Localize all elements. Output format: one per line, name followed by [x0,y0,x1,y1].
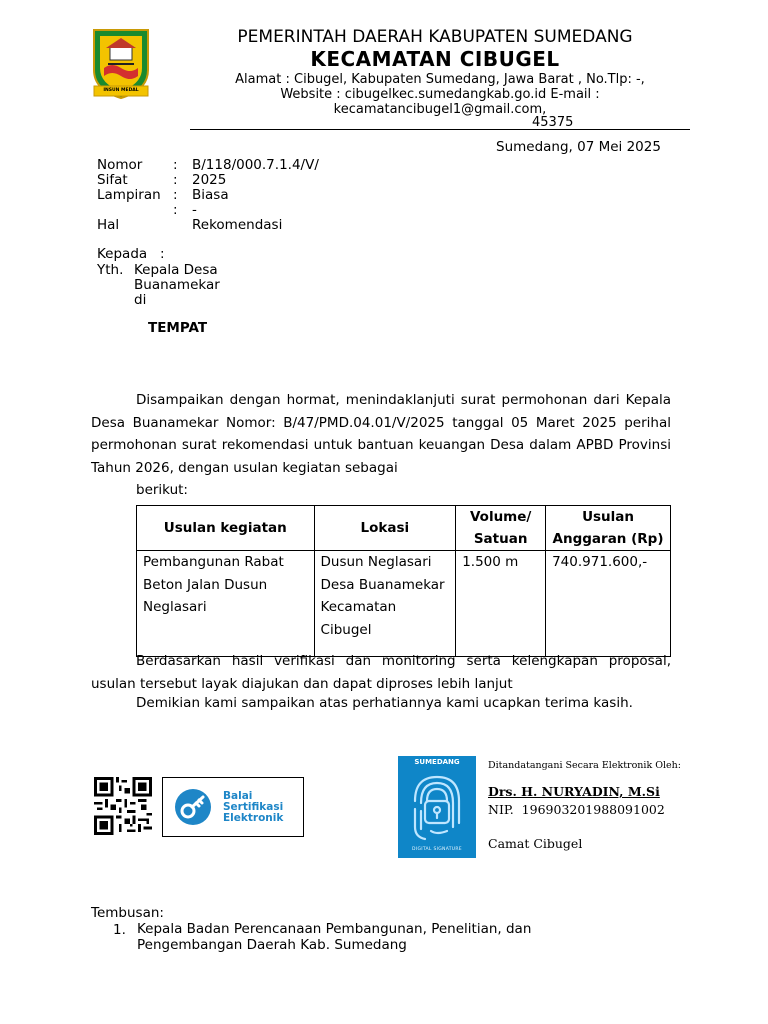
badge-top-text: SUMEDANG [414,758,460,766]
nomor-label: Nomor [97,157,143,173]
bsre-line-2: Sertifikasi [223,801,284,813]
sifat-label: Sifat [97,172,128,188]
lampiran-value: - [192,202,197,218]
tembusan-heading: Tembusan: [91,905,164,921]
hal-value: Rekomendasi [192,217,283,233]
nomor-value: B/118/000.7.1.4/V/ [192,157,319,173]
sifat-colon: : [173,172,178,188]
hal-colon: : [173,202,178,218]
table-cell-lokasi: Dusun Neglasari Desa Buanamekar Kecamatan Cibugel [314,551,456,657]
body-paragraph-2: Berdasarkan hasil verifikasi dan monitoring serta kelengkapan proposal, usulan tersebut layak diajukan dan dapat diproses lebih lanjut [91,653,671,692]
header-email: kecamatancibugel1@gmail.com, [333,102,547,117]
badge-bottom-text: DIGITAL SIGNATURE [412,847,462,852]
table-header-cell: Volume/ Satuan [456,506,546,551]
body-paragraph-1-text: Disampaikan dengan hormat, menindaklanjuti surat permohonan dari Kepala Desa Buanamekar Nomor: B/47/PMD.04.01/V/2025 tanggal 05 Maret 2025 perihal permohonan surat rekomendasi untuk bantuan keuangan Desa dalam APBD Provinsi Tahun 2026, dengan usulan kegiatan sebagai [91,392,671,476]
digital-signature-badge [398,756,476,858]
recipient-address [134,263,234,308]
signature-caption: Ditandatangani Secara Elektronik Oleh: [488,760,681,771]
fingerprint-lock-icon [407,771,467,843]
header-kecamatan: KECAMATAN CIBUGEL [310,47,560,71]
letter-date: Sumedang, 07 Mei 2025 [496,139,661,155]
table-cell-anggaran: 740.971.600,- [546,551,671,657]
nomor-year: 2025 [192,172,227,188]
bsre-line-1: Balai [223,790,253,802]
body-paragraph-3: Demikian kami sampaikan atas perhatiannya kami ucapkan terima kasih. [136,695,633,711]
bsre-logo [162,777,304,837]
signatory-nip: NIP. 196903201988091002 [488,802,665,817]
header-government: PEMERINTAH DAERAH KABUPATEN SUMEDANG [237,27,633,47]
bsre-text [223,791,283,824]
signatory-title: Camat Cibugel [488,836,583,851]
table-header-row [137,506,671,551]
table-header-cell: Lokasi [314,506,456,551]
hal-label: Hal [97,217,120,233]
sifat-value: Biasa [192,187,229,203]
table-cell-volume: 1.500 m [456,551,546,657]
key-icon [173,787,213,827]
header-divider [190,129,690,130]
table-cell-kegiatan: Pembangunan Rabat Beton Jalan Dusun Neglasari [137,551,315,657]
qr-code-icon [90,777,156,835]
header-address: Alamat : Cibugel, Kabupaten Sumedang, Jawa Barat , No.Tlp: -, [235,72,645,87]
recipient-name: Kepala Desa Buanamekar [134,262,220,293]
lampiran-label: Lampiran [97,187,161,203]
logo-motto: INSUN MEDAL [103,88,139,93]
signatory-name: Drs. H. NURYADIN, M.Si [488,784,660,799]
header-website: Website : cibugelkec.sumedangkab.go.id E-mail : [280,87,600,102]
lampiran-colon: : [173,187,178,203]
body-paragraph-1 [91,389,671,502]
body-paragraph-1-end: berikut: [136,482,188,498]
tembusan-item: Kepala Badan Perencanaan Pembangunan, Penelitian, dan Pengembangan Daerah Kab. Sumedang [137,921,532,953]
recipient-di: di [134,292,147,308]
table-header-cell: Usulan kegiatan [137,506,315,551]
bsre-line-3: Elektronik [223,812,284,824]
nomor-colon: : [173,157,178,173]
recipient-kepada: Kepada : [97,246,165,262]
tembusan-item-number: 1. [113,922,126,938]
recipient-yth: Yth. [97,262,124,278]
usulan-table [136,505,671,657]
table-header-cell: Usulan Anggaran (Rp) [546,506,671,551]
header-postal-code: 45375 [532,115,574,130]
header-address-block [190,72,690,117]
recipient-tempat: TEMPAT [148,320,208,336]
table-row [137,551,671,657]
